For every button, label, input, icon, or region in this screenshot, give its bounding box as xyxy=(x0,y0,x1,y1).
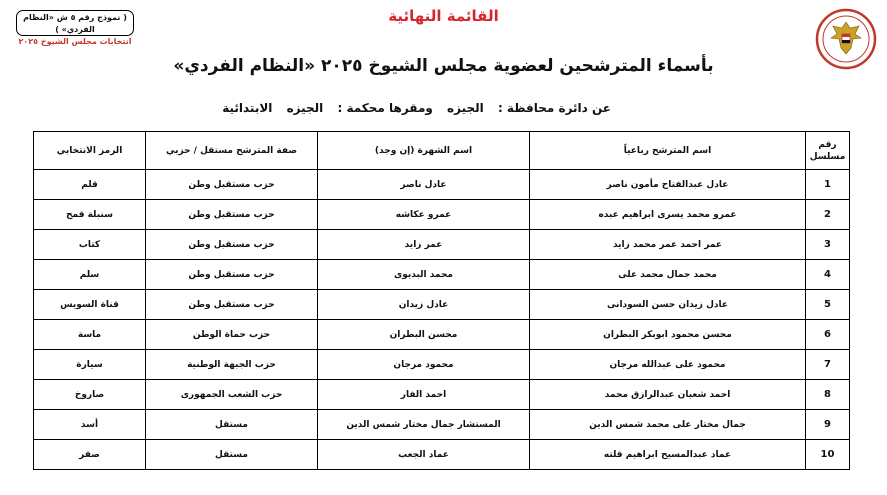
name-cell: عمر احمد عمر محمد زايد xyxy=(530,230,806,260)
name-cell: عمرو محمد يسرى ابراهيم عبده xyxy=(530,200,806,230)
symbol-cell: قناة السويس xyxy=(34,290,146,320)
nickname-cell: عماد الجعب xyxy=(318,440,530,470)
name-cell: عماد عبدالمسيح ابراهيم قلته xyxy=(530,440,806,470)
name-cell: احمد شعبان عبدالرازق محمد xyxy=(530,380,806,410)
nickname-cell: احمد الفار xyxy=(318,380,530,410)
serial-cell: 2 xyxy=(806,200,850,230)
name-cell: عادل زيدان حسن السودانى xyxy=(530,290,806,320)
nickname-cell: محمود مرجان xyxy=(318,350,530,380)
symbol-cell: سلم xyxy=(34,260,146,290)
serial-cell: 4 xyxy=(806,260,850,290)
table-row xyxy=(34,350,850,380)
nickname-cell: عمرو عكاشه xyxy=(318,200,530,230)
status-cell: حزب الشعب الجمهورى xyxy=(146,380,318,410)
col-symbol: الرمز الانتخابي xyxy=(34,132,146,170)
page-title: بأسماء المترشحين لعضوية مجلس الشيوخ ٢٠٢٥ «النظام الفردي» xyxy=(173,56,714,76)
col-name: اسم المترشح رباعياً xyxy=(530,132,806,170)
status-cell: حزب حماة الوطن xyxy=(146,320,318,350)
table-row xyxy=(34,380,850,410)
nickname-cell: محسن البطران xyxy=(318,320,530,350)
symbol-cell: أسد xyxy=(34,410,146,440)
serial-cell: 8 xyxy=(806,380,850,410)
serial-cell: 6 xyxy=(806,320,850,350)
symbol-cell: كتاب xyxy=(34,230,146,260)
status-cell: حزب مستقبل وطن xyxy=(146,260,318,290)
table-body xyxy=(34,170,850,470)
serial-cell: 3 xyxy=(806,230,850,260)
name-cell: محسن محمود ابوبكر البطران xyxy=(530,320,806,350)
form-label-line1: ( نموذج رقم ٥ ش «النظام الفردي» ) xyxy=(23,13,127,34)
district-line xyxy=(212,101,611,115)
table-row xyxy=(34,440,850,470)
name-cell: محمود على عبدالله مرجان xyxy=(530,350,806,380)
court-city-value: الجيزه xyxy=(286,101,324,115)
name-cell: عادل عبدالفتاح مأمون ناصر xyxy=(530,170,806,200)
nickname-cell: عادل ناصر xyxy=(318,170,530,200)
status-cell: مستقل xyxy=(146,410,318,440)
serial-cell: 5 xyxy=(806,290,850,320)
status-cell: حزب مستقبل وطن xyxy=(146,230,318,260)
table-row xyxy=(34,410,850,440)
table-row xyxy=(34,170,850,200)
nickname-cell: عمر زايد xyxy=(318,230,530,260)
table-row xyxy=(34,260,850,290)
candidates-table xyxy=(33,131,850,470)
court-label: ومقرها محكمة : xyxy=(337,101,433,115)
nickname-cell: محمد البديوى xyxy=(318,260,530,290)
district-label: عن دائرة محافظة : xyxy=(497,101,611,115)
table-row xyxy=(34,290,850,320)
status-cell: حزب مستقبل وطن xyxy=(146,170,318,200)
symbol-cell: قلم xyxy=(34,170,146,200)
symbol-cell: سيارة xyxy=(34,350,146,380)
serial-cell: 10 xyxy=(806,440,850,470)
table-row xyxy=(34,200,850,230)
symbol-cell: صقر xyxy=(34,440,146,470)
name-cell: محمد جمال محمد على xyxy=(530,260,806,290)
serial-cell: 1 xyxy=(806,170,850,200)
symbol-cell: صاروخ xyxy=(34,380,146,410)
table-row xyxy=(34,320,850,350)
status-cell: حزب مستقبل وطن xyxy=(146,290,318,320)
nickname-cell: المستشار جمال مختار شمس الدين xyxy=(318,410,530,440)
serial-cell: 9 xyxy=(806,410,850,440)
form-label-line2: انتخابات مجلس الشيوخ ٢٠٢٥ xyxy=(18,37,132,46)
status-cell: مستقل xyxy=(146,440,318,470)
symbol-cell: ماسة xyxy=(34,320,146,350)
table-row xyxy=(34,230,850,260)
table-header-row xyxy=(34,132,850,170)
name-cell: جمال مختار على محمد شمس الدين xyxy=(530,410,806,440)
status-cell: حزب مستقبل وطن xyxy=(146,200,318,230)
serial-cell: 7 xyxy=(806,350,850,380)
court-type-value: الابتدائية xyxy=(222,101,273,115)
final-list-title: القائمة النهائية xyxy=(388,7,499,25)
col-nickname: اسم الشهرة (إن وجد) xyxy=(318,132,530,170)
governorate-value: الجيزه xyxy=(447,101,484,115)
status-cell: حزب الجبهة الوطنية xyxy=(146,350,318,380)
col-status: صفة المترشح مستقل / حزبي xyxy=(146,132,318,170)
symbol-cell: سنبلة قمح xyxy=(34,200,146,230)
col-serial: رقم مسلسل xyxy=(806,132,850,170)
nickname-cell: عادل زيدان xyxy=(318,290,530,320)
